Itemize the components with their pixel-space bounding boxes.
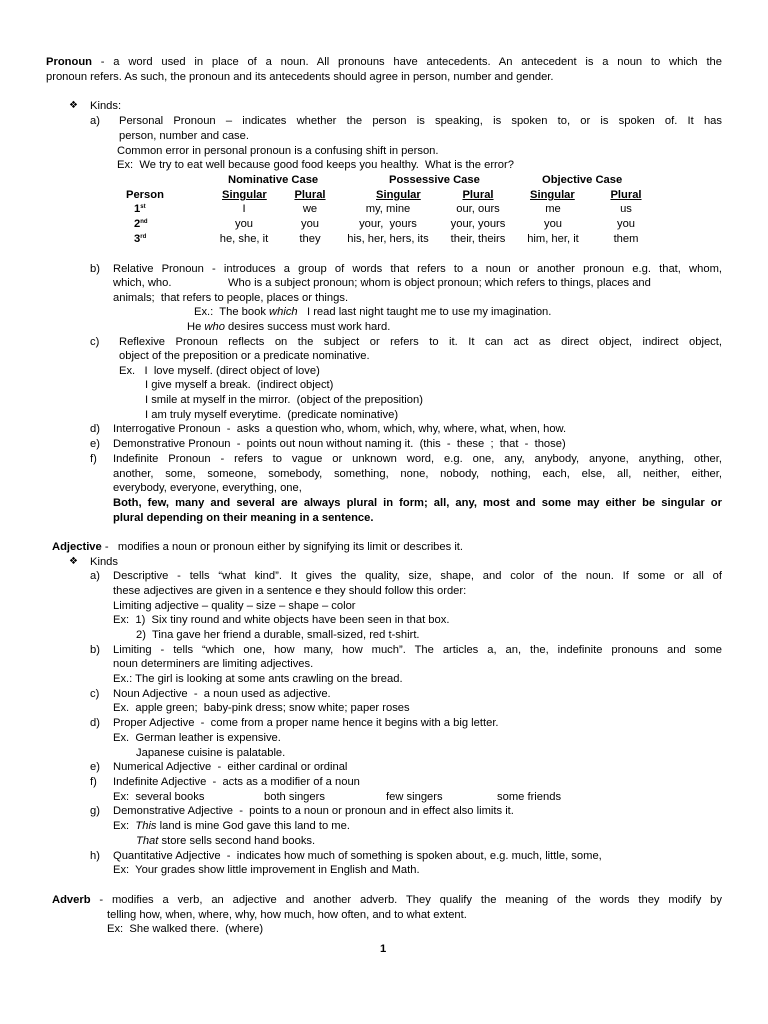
adverb-term: Adverb: [52, 894, 91, 906]
diamond-bullet-icon: ❖: [69, 556, 78, 567]
reflexive-pronoun-example1: Ex. I love myself. (direct object of love): [119, 365, 320, 377]
table-cell: your, yours: [450, 218, 506, 230]
relative-pronoun-line2a: which, who.: [113, 277, 172, 289]
table-col-person: Person: [126, 189, 164, 201]
indefinite-pronoun-note1: Both, few, many and several are always plural in form; all, any, most and some may either be singular or: [113, 497, 722, 509]
diamond-bullet-icon: ❖: [69, 100, 78, 111]
list-letter: b): [90, 644, 100, 656]
table-header-nominative: Nominative Case: [228, 174, 319, 186]
indefinite-pronoun-line1: Indefinite Pronoun - refers to vague or unknown word, e.g. one, any, anybody, anyone, anything, other,: [113, 453, 722, 465]
descriptive-adjective-line3: Limiting adjective – quality – size – shape – color: [113, 600, 356, 612]
demonstrative-pronoun: Demonstrative Pronoun - points out noun without naming it. (this - these ; that - those): [113, 438, 566, 450]
descriptive-adjective-line2: these adjectives are given in a sentence e they should follow this order:: [113, 585, 467, 597]
list-letter: d): [90, 717, 100, 729]
reflexive-pronoun-line2: object of the preposition or a predicate nominative.: [119, 350, 370, 362]
table-cell: I: [242, 203, 246, 215]
page-number: 1: [380, 943, 387, 955]
table-cell: me: [545, 203, 561, 215]
quantitative-adjective-line1: Quantitative Adjective - indicates how much of something is spoken about, e.g. much, little, some,: [113, 850, 602, 862]
table-cell: us: [620, 203, 632, 215]
limiting-adjective-example: Ex.: The girl is looking at some ants crawling on the bread.: [113, 673, 403, 685]
adverb-definition-line2: telling how, when, where, why, how much, how often, and to what extent.: [107, 909, 467, 921]
pronoun-definition-line1: Pronoun - a word used in place of a noun. All pronouns have antecedents. An antecedent is a noun to which the: [46, 56, 722, 68]
list-letter: a): [90, 115, 100, 127]
list-letter: c): [90, 688, 100, 700]
list-letter: h): [90, 850, 100, 862]
table-cell: your, yours: [359, 218, 417, 230]
table-cell: you: [300, 218, 320, 230]
table-cell-person: 2nd: [134, 218, 148, 230]
list-letter: e): [90, 438, 100, 450]
descriptive-adjective-example2: 2) Tina gave her friend a durable, small-sized, red t-shirt.: [136, 629, 420, 641]
table-cell: you: [616, 218, 636, 230]
reflexive-pronoun-example2: I give myself a break. (indirect object): [145, 379, 334, 391]
limiting-adjective-line2: noun determiners are limiting adjectives.: [113, 658, 314, 670]
demonstrative-adjective-example2: That store sells second hand books.: [136, 835, 316, 847]
list-letter: e): [90, 761, 100, 773]
list-letter: d): [90, 423, 100, 435]
interrogative-pronoun: Interrogative Pronoun - asks a question who, whom, which, why, where, what, when, how.: [113, 423, 567, 435]
relative-pronoun-line1: Relative Pronoun - introduces a group of words that refers to a noun or another pronoun e.g. that, whom,: [113, 263, 722, 275]
relative-pronoun-example1: Ex.: The book which I read last night taught me to use my imagination.: [194, 306, 552, 318]
numerical-adjective: Numerical Adjective - either cardinal or ordinal: [113, 761, 348, 773]
table-header-objective: Objective Case: [542, 174, 623, 186]
indefinite-adjective-example-b: both singers: [264, 791, 325, 803]
personal-pronoun-line3: Common error in personal pronoun is a confusing shift in person.: [117, 145, 439, 157]
descriptive-adjective-example1: Ex: 1) Six tiny round and white objects have been seen in that box.: [113, 614, 450, 626]
table-cell: them: [613, 233, 639, 245]
table-cell-person: 1st: [134, 203, 146, 215]
table-cell-person: 3rd: [134, 233, 147, 245]
list-letter: b): [90, 263, 100, 275]
adjective-definition: Adjective - modifies a noun or pronoun either by signifying its limit or describes it.: [52, 541, 464, 553]
reflexive-pronoun-example4: I am truly myself everytime. (predicate nominative): [145, 409, 399, 421]
indefinite-adjective-example-d: some friends: [497, 791, 562, 803]
table-cell: our, ours: [456, 203, 500, 215]
reflexive-pronoun-line1: Reflexive Pronoun reflects on the subject or refers to it. It can act as direct object, indirect object,: [119, 336, 722, 348]
table-cell: we: [302, 203, 318, 215]
demonstrative-adjective-example1: Ex: This land is mine God gave this land to me.: [113, 820, 350, 832]
personal-pronoun-line1: Personal Pronoun – indicates whether the person is speaking, is spoken to, or is spoken of. It has: [119, 115, 722, 127]
adjective-term: Adjective: [52, 541, 102, 553]
table-cell: my, mine: [365, 203, 411, 215]
indefinite-pronoun-line2: another, some, someone, somebody, something, none, nobody, nothing, each, else, all, neither, either,: [113, 468, 722, 480]
list-letter: g): [90, 805, 100, 817]
table-col-nom-singular: Singular: [222, 189, 267, 201]
table-col-nom-plural: Plural: [294, 189, 326, 201]
noun-adjective-example: Ex. apple green; baby-pink dress; snow white; paper roses: [113, 702, 410, 714]
indefinite-adjective-example-c: few singers: [386, 791, 443, 803]
relative-pronoun-line2b: Who is a subject pronoun; whom is object pronoun; which refers to things, places and: [228, 277, 651, 289]
list-letter: c): [90, 336, 100, 348]
indefinite-pronoun-note2: plural depending on their meaning in a sentence.: [113, 512, 374, 524]
relative-pronoun-line3: animals; that refers to people, places or things.: [113, 292, 349, 304]
adjective-kinds-label: Kinds: [90, 556, 118, 568]
pronoun-definition-line2: pronoun refers. As such, the pronoun and its antecedents should agree in person, number and gender.: [46, 71, 554, 83]
limiting-adjective-line1: Limiting - tells “which one, how many, how much”. The articles a, an, the, indefinite pronouns and some: [113, 644, 722, 656]
table-col-obj-plural: Plural: [610, 189, 642, 201]
list-letter: f): [90, 453, 97, 465]
table-cell: you: [543, 218, 563, 230]
proper-adjective-example1: Ex. German leather is expensive.: [113, 732, 281, 744]
reflexive-pronoun-example3: I smile at myself in the mirror. (object of the preposition): [145, 394, 423, 406]
table-cell: their, theirs: [450, 233, 506, 245]
demonstrative-adjective-line1: Demonstrative Adjective - points to a noun or pronoun and in effect also limits it.: [113, 805, 514, 817]
indefinite-adjective-example-a: Ex: several books: [113, 791, 205, 803]
table-col-obj-singular: Singular: [530, 189, 575, 201]
quantitative-adjective-example: Ex: Your grades show little improvement in English and Math.: [113, 864, 420, 876]
table-col-pos-singular: Singular: [376, 189, 421, 201]
table-col-pos-plural: Plural: [462, 189, 494, 201]
table-cell: his, her, hers, its: [347, 233, 429, 245]
list-letter: a): [90, 570, 100, 582]
relative-pronoun-example2: He who desires success must work hard.: [187, 321, 391, 333]
adverb-example: Ex: She walked there. (where): [107, 923, 264, 935]
table-cell: he, she, it: [219, 233, 269, 245]
adverb-definition-line1: Adverb - modifies a verb, an adjective and another adverb. They qualify the meaning of the words they modify by: [52, 894, 722, 906]
proper-adjective-line1: Proper Adjective - come from a proper name hence it begins with a big letter.: [113, 717, 499, 729]
table-cell: they: [299, 233, 321, 245]
table-header-possessive: Possessive Case: [389, 174, 480, 186]
proper-adjective-example2: Japanese cuisine is palatable.: [136, 747, 286, 759]
list-letter: f): [90, 776, 97, 788]
table-cell: him, her, it: [527, 233, 579, 245]
indefinite-adjective-line1: Indefinite Adjective - acts as a modifier of a noun: [113, 776, 360, 788]
indefinite-pronoun-line3: everybody, everyone, everything, one,: [113, 482, 302, 494]
noun-adjective-line1: Noun Adjective - a noun used as adjective.: [113, 688, 331, 700]
table-cell: you: [234, 218, 254, 230]
pronoun-kinds-label: Kinds:: [90, 100, 122, 112]
personal-pronoun-example: Ex: We try to eat well because good food keeps you healthy. What is the error?: [117, 159, 514, 171]
descriptive-adjective-line1: Descriptive - tells “what kind”. It gives the quality, size, shape, and color of the noun. If some or all of: [113, 570, 722, 582]
pronoun-term: Pronoun: [46, 56, 92, 68]
personal-pronoun-line2: person, number and case.: [119, 130, 249, 142]
